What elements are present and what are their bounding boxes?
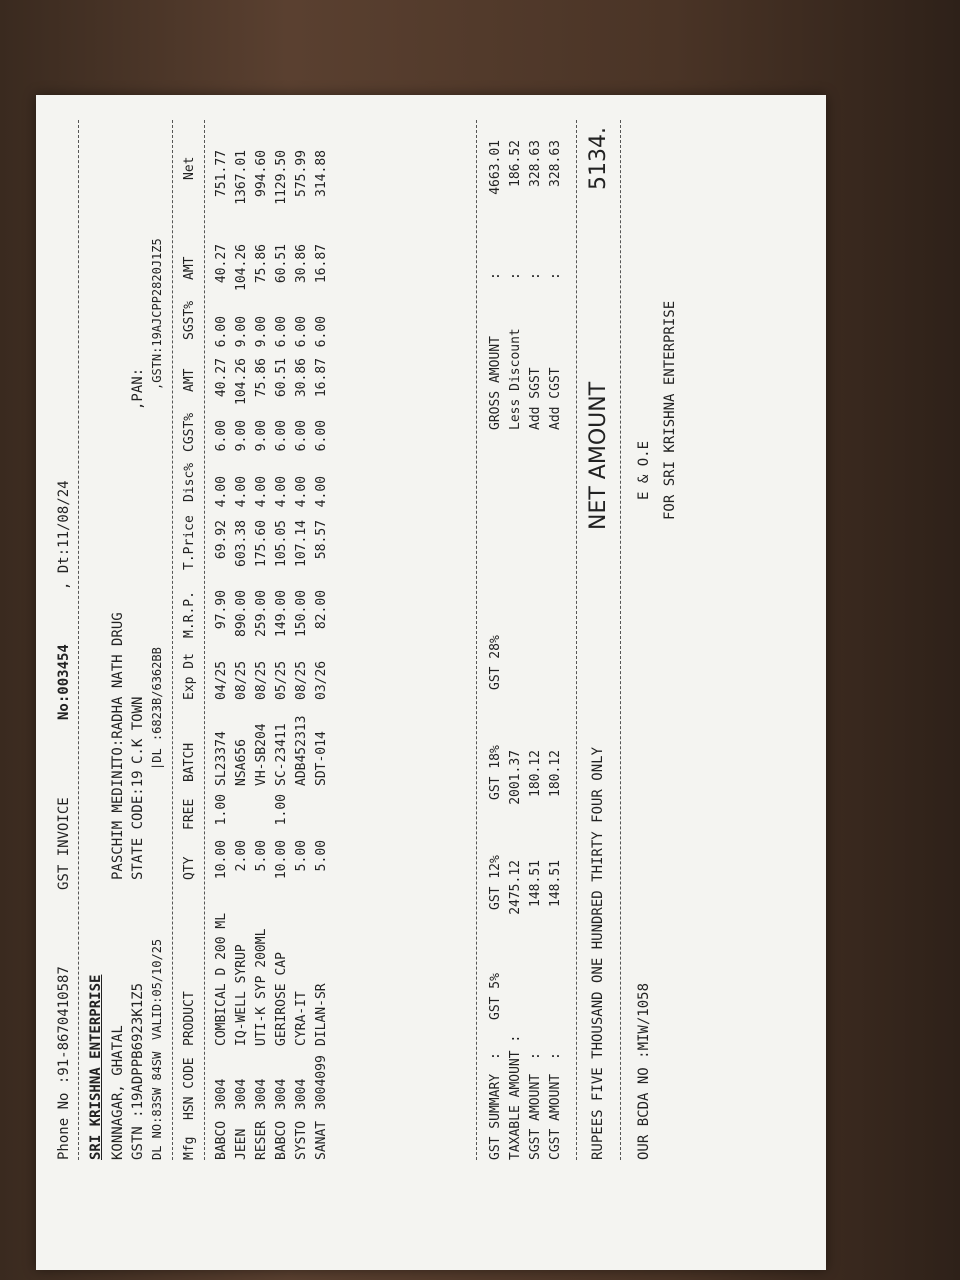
gst-summary-label: GST SUMMARY (488, 1073, 503, 1160)
invoice-type: GST INVOICE (56, 797, 72, 890)
row-tprice: 58.57 (314, 520, 329, 560)
row-cgst: 6.00 (274, 420, 289, 452)
row-sgst-amt: 40.27 (214, 244, 229, 284)
row-mfg: SYSTO (294, 1120, 309, 1160)
row-sgst: 6.00 (274, 316, 289, 348)
add-cgst-label: Add CGST (548, 367, 563, 430)
row-disc: 4.00 (314, 476, 329, 508)
row-cgst: 9.00 (234, 420, 249, 452)
bcda-number: OUR BCDA NO :MIW/1058 (636, 982, 652, 1160)
invoice-sheet (36, 95, 826, 1270)
row-cgst-amt: 16.87 (314, 358, 329, 398)
phone-number: Phone No :91-8670410587 (56, 966, 72, 1160)
row-batch: SDT-014 (314, 731, 329, 786)
sgst-12: 148.51 (528, 860, 543, 907)
gst-summary-colon: : (488, 1052, 503, 1060)
row-product: CYRA-IT (294, 991, 309, 1046)
cgst-18: 180.12 (548, 750, 563, 797)
row-mfg: BABCO (274, 1120, 289, 1160)
row-mrp: 82.00 (314, 590, 329, 630)
row-net: 314.88 (314, 150, 329, 197)
row-batch: SC-23411 (274, 723, 289, 786)
net-amount-value: 5134. (586, 127, 611, 190)
row-qty: 10.00 (214, 840, 229, 880)
cgst-amount-label: CGST AMOUNT (548, 1073, 563, 1160)
table-row (214, 95, 234, 1270)
invoice-number: No:003454 (56, 644, 72, 720)
row-qty: 5.00 (294, 840, 309, 872)
row-mfg: JEEN (234, 1128, 249, 1160)
col-mfg: Mfg (182, 1136, 197, 1160)
amount-in-words: RUPEES FIVE THOUSAND ONE HUNDRED THIRTY FOUR ONLY (590, 746, 606, 1160)
table-row (294, 95, 314, 1270)
divider (78, 120, 79, 1160)
gst-18-header: GST 18% (488, 745, 503, 800)
row-product: COMBICAL D 200 ML (214, 912, 229, 1046)
cgst-colon: : (548, 1052, 563, 1060)
row-qty: 5.00 (254, 840, 269, 872)
row-tprice: 69.92 (214, 520, 229, 560)
row-tprice: 175.60 (254, 520, 269, 567)
row-exp: 04/25 (214, 660, 229, 700)
row-disc: 4.00 (254, 476, 269, 508)
seller-address: KONNAGAR, GHATAL (110, 1025, 126, 1160)
buyer-gstin: ,GSTN:19AJCPP2820J1Z5 (150, 238, 164, 390)
table-row (274, 95, 294, 1270)
state-code: STATE CODE:19 (130, 770, 146, 880)
row-exp: 05/25 (274, 660, 289, 700)
col-disc: Disc% (182, 462, 197, 502)
col-cgst: CGST% (182, 412, 197, 452)
row-qty: 5.00 (314, 840, 329, 872)
cgst-12: 148.51 (548, 860, 563, 907)
row-sgst: 6.00 (214, 316, 229, 348)
seller-dl: DL NO:83SW 84SW (150, 1051, 164, 1160)
row-tprice: 105.05 (274, 520, 289, 567)
row-mfg: RESER (254, 1120, 269, 1160)
row-cgst-amt: 30.86 (294, 358, 309, 398)
row-tprice: 603.38 (234, 520, 249, 567)
row-sgst-amt: 60.51 (274, 244, 289, 284)
discount-label: Less Discount (508, 328, 523, 430)
signatory: FOR SRI KRISHNA ENTERPRISE (662, 300, 678, 520)
discount-colon: : (508, 272, 523, 280)
net-amount-label: NET AMOUNT (586, 381, 611, 530)
row-net: 575.99 (294, 150, 309, 197)
pan: ,PAN: (130, 367, 146, 410)
row-sgst: 9.00 (234, 316, 249, 348)
row-batch: ADB452313 (294, 715, 309, 786)
row-mrp: 97.90 (214, 590, 229, 630)
row-hsn: 3004 (254, 1078, 269, 1110)
row-net: 994.60 (254, 150, 269, 197)
gst-28-header: GST 28% (488, 635, 503, 690)
row-free: 1.00 (214, 794, 229, 826)
row-qty: 2.00 (234, 840, 249, 872)
table-row (234, 95, 254, 1270)
col-net: Net (182, 156, 197, 180)
row-cgst-amt: 104.26 (234, 358, 249, 405)
row-sgst-amt: 30.86 (294, 244, 309, 284)
row-hsn: 3004099 (314, 1055, 329, 1110)
add-sgst-colon: : (528, 272, 543, 280)
buyer-town: C.K TOWN (130, 696, 146, 764)
row-sgst: 6.00 (294, 316, 309, 348)
row-cgst: 6.00 (294, 420, 309, 452)
taxable-12: 2475.12 (508, 860, 523, 915)
row-free: 1.00 (274, 794, 289, 826)
row-disc: 4.00 (234, 476, 249, 508)
table-row (254, 95, 274, 1270)
row-mrp: 150.00 (294, 590, 309, 637)
sgst-amount-label: SGST AMOUNT (528, 1073, 543, 1160)
row-disc: 4.00 (294, 476, 309, 508)
divider (576, 120, 577, 1160)
taxable-amount-label: TAXABLE AMOUNT : (508, 1034, 523, 1160)
add-sgst-amount: 328.63 (528, 140, 543, 187)
row-mfg: SANAT (314, 1120, 329, 1160)
col-sgst-amt: AMT (182, 256, 197, 280)
row-cgst-amt: 60.51 (274, 358, 289, 398)
row-disc: 4.00 (214, 476, 229, 508)
col-qty: QTY (182, 856, 197, 880)
row-mrp: 890.00 (234, 590, 249, 637)
add-sgst-label: Add SGST (528, 367, 543, 430)
row-product: DILAN-SR (314, 983, 329, 1046)
add-cgst-amount: 328.63 (548, 140, 563, 187)
seller-dl-valid: VALID:05/10/25 (150, 938, 164, 1040)
col-mrp: M.R.P. (182, 591, 197, 638)
row-exp: 08/25 (254, 660, 269, 700)
row-hsn: 3004 (234, 1078, 249, 1110)
buyer-district: PASCHIM MEDINI (110, 761, 126, 880)
row-net: 1129.50 (274, 150, 289, 205)
divider (476, 120, 477, 1160)
row-mrp: 149.00 (274, 590, 289, 637)
sgst-18: 180.12 (528, 750, 543, 797)
col-sgst: SGST% (182, 300, 197, 340)
gross-amount-label: GROSS AMOUNT (488, 336, 503, 430)
row-batch: NSA656 (234, 739, 249, 786)
row-sgst: 9.00 (254, 316, 269, 348)
discount-amount: 186.52 (508, 140, 523, 187)
row-sgst: 6.00 (314, 316, 329, 348)
row-mrp: 259.00 (254, 590, 269, 637)
invoice-date: , Dt:11/08/24 (56, 480, 72, 590)
row-hsn: 3004 (214, 1078, 229, 1110)
row-qty: 10.00 (274, 840, 289, 880)
row-tprice: 107.14 (294, 520, 309, 567)
buyer-name: TO:RADHA NATH DRUG (110, 612, 126, 764)
row-batch: VH-SB204 (254, 723, 269, 786)
col-cgst-amt: AMT (182, 368, 197, 392)
gross-colon: : (488, 272, 503, 280)
row-net: 1367.01 (234, 150, 249, 205)
col-exp: Exp Dt (182, 653, 197, 700)
divider (172, 120, 173, 1160)
row-net: 751.77 (214, 150, 229, 197)
sgst-colon: : (528, 1052, 543, 1060)
col-product: PRODUCT (182, 991, 197, 1046)
row-sgst-amt: 104.26 (234, 244, 249, 291)
row-cgst-amt: 40.27 (214, 358, 229, 398)
row-cgst: 6.00 (214, 420, 229, 452)
row-cgst: 9.00 (254, 420, 269, 452)
gross-amount: 4663.01 (488, 140, 503, 195)
row-sgst-amt: 75.86 (254, 244, 269, 284)
invoice-paper (36, 95, 826, 1270)
row-cgst-amt: 75.86 (254, 358, 269, 398)
row-exp: 08/25 (234, 660, 249, 700)
eoe-note: E & O.E (636, 440, 652, 500)
row-product: UTI-K SYP 200ML (254, 928, 269, 1046)
row-hsn: 3004 (274, 1078, 289, 1110)
row-mfg: BABCO (214, 1120, 229, 1160)
col-tprice: T.Price (182, 515, 197, 570)
taxable-18: 2001.37 (508, 750, 523, 805)
col-free: FREE (182, 798, 197, 830)
row-hsn: 3004 (294, 1078, 309, 1110)
row-disc: 4.00 (274, 476, 289, 508)
row-batch: SL23374 (214, 731, 229, 786)
col-hsn: HSN CODE (182, 1057, 197, 1120)
row-cgst: 6.00 (314, 420, 329, 452)
table-row (314, 95, 334, 1270)
row-sgst-amt: 16.87 (314, 244, 329, 284)
row-product: GERIROSE CAP (274, 952, 289, 1046)
gst-12-header: GST 12% (488, 855, 503, 910)
divider (620, 120, 621, 1160)
add-cgst-colon: : (548, 272, 563, 280)
col-batch: BATCH (182, 742, 197, 782)
gst-5-header: GST 5% (488, 973, 503, 1020)
seller-gstin: GSTN :19ADPPB6923K1Z5 (130, 982, 146, 1160)
divider (204, 120, 205, 1160)
row-product: IQ-WELL SYRUP (234, 944, 249, 1046)
buyer-dl: |DL :6823B/6362BB (150, 647, 164, 770)
row-exp: 08/25 (294, 660, 309, 700)
seller-name: SRI KRISHNA ENTERPRISE (88, 974, 104, 1160)
row-exp: 03/26 (314, 660, 329, 700)
